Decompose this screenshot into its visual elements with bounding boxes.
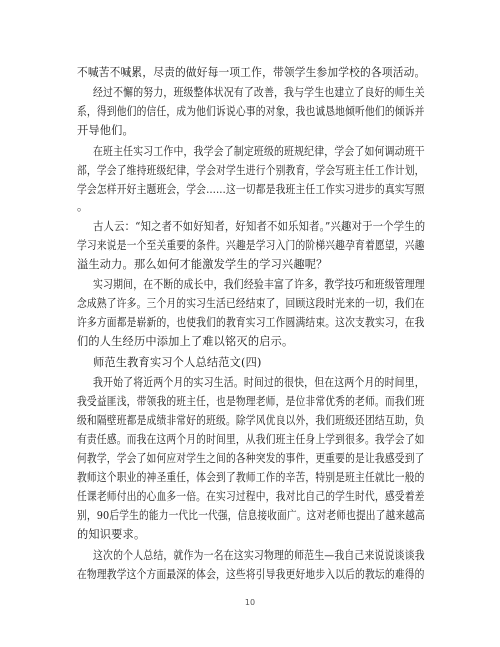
text-line: 经过不懈的努力，班级整体状况有了改善，我与学生也建立了良好的师生关 bbox=[93, 86, 425, 99]
text-line: 开导他们。 bbox=[77, 124, 134, 137]
text-line: 。 bbox=[77, 200, 89, 213]
text-line: 学习来说是一个至关重要的条件。兴趣是学习入门的阶梯兴趣孕育着愿望，兴趣 bbox=[77, 239, 425, 252]
text-line: 在物理教学这个方面最深的体会，这些将引导我更好地步入以后的教坛的难得的 bbox=[77, 568, 425, 581]
text-line: 别，90后学生的能力一代比一代强，信息接收面广。这对老师也提出了越来越高 bbox=[77, 509, 425, 522]
text-line: 溢生动力。那么如何才能激发学生的学习兴趣呢？ bbox=[77, 258, 328, 271]
text-line: 教师这个职业的神圣重任，体会到了教师工作的辛苦，特别是班主任就比一般的 bbox=[77, 471, 425, 484]
text-line: 不喊苦不喊累，尽责的做好每一项工作，带领学生参加学校的各项活动。 bbox=[77, 66, 426, 79]
text-line: 许多方面都是崭新的，也使我们的教育实习工作圆满结束。这次支教实习，在我 bbox=[77, 316, 425, 329]
text-line: 我受益匪浅，带领我的班主任，也是物理老师，是位非常优秀的老师。而我们班 bbox=[77, 395, 425, 408]
text-line: 学会怎样开好主题班会，学会……这一切都是我班主任工作实习进步的真实写照 bbox=[77, 183, 425, 196]
text-line: 任课老师付出的心血多一倍。在实习过程中，我对比自己的学生时代，感受着差 bbox=[77, 490, 425, 503]
text-line: 有责任感。而我在这两个月的时间里，从我们班主任身上学到很多。我学会了如 bbox=[77, 433, 425, 446]
section-heading: 师范生教育实习个人总结范文(四) bbox=[93, 356, 262, 369]
text-line: 系，得到他们的信任，成为他们诉说心事的对象，我也诚恳地倾听他们的倾诉并 bbox=[77, 105, 425, 118]
text-line: 这次的个人总结，就作为一名在这实习物理的师范生—我自己来说说谈谈我 bbox=[93, 549, 425, 562]
text-line: 级和隔壁班都是成绩非常好的班级。除学风优良以外，我们班级还团结互助，负 bbox=[77, 414, 425, 427]
text-line: 何教学，学会了如何应对学生之间的各种突发的事件，更重要的是让我感受到了 bbox=[77, 452, 425, 465]
text-line: 部，学会了维持班级纪律，学会对学生进行个别教育，学会写班主任工作计划， bbox=[77, 164, 425, 177]
text-line: 古人云：“知之者不如好知者，好知者不如乐知者。”兴趣对于一个学生的 bbox=[93, 220, 426, 233]
text-line: 在班主任实习工作中，我学会了制定班级的班规纪律，学会了如何调动班干 bbox=[93, 145, 425, 158]
text-line: 们的人生经历中添加上了难以铭灭的启示。 bbox=[77, 335, 294, 348]
page-number: 10 bbox=[244, 598, 256, 607]
text-line: 念成熟了许多。三个月的实习生活已经结束了，回顾这段时光来的一切，我们在 bbox=[77, 297, 425, 310]
text-line: 实习期间，在不断的成长中，我们经验丰富了许多，教学技巧和班级管理理 bbox=[93, 278, 425, 291]
text-line: 我开始了将近两个月的实习生活。时间过的很快，但在这两个月的时间里， bbox=[93, 376, 425, 389]
text-line: 的知识要求。 bbox=[77, 528, 146, 541]
